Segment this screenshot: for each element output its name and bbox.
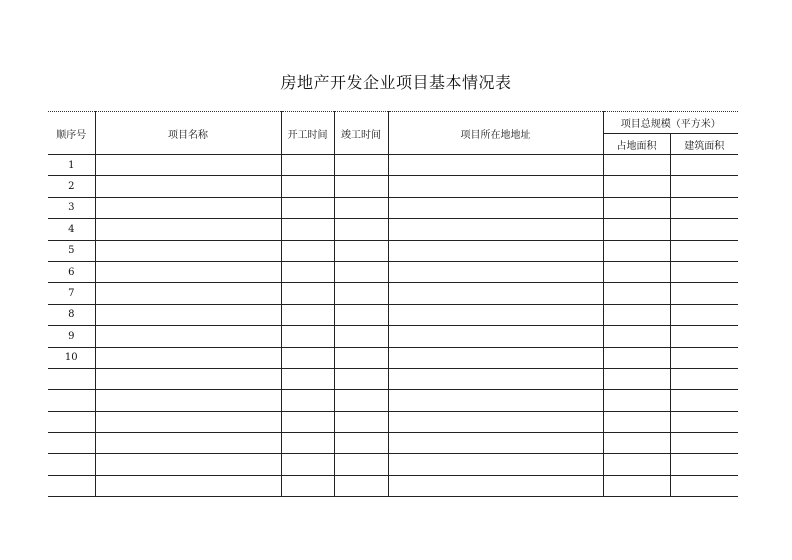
cell-address[interactable] <box>388 454 603 475</box>
table-row <box>48 390 738 411</box>
cell-land-area[interactable] <box>603 368 670 389</box>
table-row <box>48 411 738 432</box>
cell-project-name[interactable] <box>95 155 281 176</box>
cell-start-time[interactable] <box>281 240 334 261</box>
cell-land-area[interactable] <box>603 197 670 218</box>
table-row <box>48 475 738 496</box>
cell-finish-time[interactable] <box>334 390 388 411</box>
table-row <box>48 433 738 454</box>
cell-building-area[interactable] <box>670 326 738 347</box>
cell-address[interactable] <box>388 240 603 261</box>
cell-project-name[interactable] <box>95 368 281 389</box>
cell-building-area[interactable] <box>670 219 738 240</box>
cell-start-time[interactable] <box>281 155 334 176</box>
cell-land-area[interactable] <box>603 390 670 411</box>
cell-building-area[interactable] <box>670 240 738 261</box>
cell-address[interactable] <box>388 347 603 368</box>
cell-seq <box>48 390 95 411</box>
table-row <box>48 197 738 218</box>
cell-start-time[interactable] <box>281 347 334 368</box>
cell-finish-time[interactable] <box>334 197 388 218</box>
cell-land-area[interactable] <box>603 475 670 496</box>
cell-start-time[interactable] <box>281 304 334 325</box>
cell-seq: 5 <box>48 240 95 261</box>
cell-seq <box>48 475 95 496</box>
cell-building-area[interactable] <box>670 433 738 454</box>
cell-land-area[interactable] <box>603 176 670 197</box>
header-address: 项目所在地地址 <box>388 112 603 155</box>
cell-land-area[interactable] <box>603 261 670 282</box>
table-row <box>48 283 738 304</box>
header-project-name: 项目名称 <box>95 112 281 155</box>
cell-project-name[interactable] <box>95 197 281 218</box>
cell-project-name[interactable] <box>95 433 281 454</box>
cell-building-area[interactable] <box>670 390 738 411</box>
cell-building-area[interactable] <box>670 454 738 475</box>
cell-project-name[interactable] <box>95 219 281 240</box>
cell-land-area[interactable] <box>603 155 670 176</box>
cell-seq: 10 <box>48 347 95 368</box>
page-title: 房地产开发企业项目基本情况表 <box>280 73 512 92</box>
table-row <box>48 326 738 347</box>
cell-finish-time[interactable] <box>334 219 388 240</box>
cell-start-time[interactable] <box>281 219 334 240</box>
cell-finish-time[interactable] <box>334 454 388 475</box>
cell-project-name[interactable] <box>95 304 281 325</box>
table-row <box>48 261 738 282</box>
cell-building-area[interactable] <box>670 261 738 282</box>
cell-building-area[interactable] <box>670 176 738 197</box>
header-seq: 顺序号 <box>48 112 95 155</box>
cell-seq: 1 <box>48 155 95 176</box>
cell-building-area[interactable] <box>670 304 738 325</box>
cell-project-name[interactable] <box>95 475 281 496</box>
table-body <box>48 155 738 497</box>
cell-project-name[interactable] <box>95 240 281 261</box>
cell-finish-time[interactable] <box>334 368 388 389</box>
cell-seq: 3 <box>48 197 95 218</box>
cell-address[interactable] <box>388 304 603 325</box>
cell-address[interactable] <box>388 411 603 432</box>
cell-seq <box>48 411 95 432</box>
table-row <box>48 368 738 389</box>
cell-address[interactable] <box>388 261 603 282</box>
cell-land-area[interactable] <box>603 347 670 368</box>
cell-start-time[interactable] <box>281 326 334 347</box>
header-land-area: 占地面积 <box>603 134 670 155</box>
cell-finish-time[interactable] <box>334 283 388 304</box>
cell-start-time[interactable] <box>281 475 334 496</box>
cell-address[interactable] <box>388 155 603 176</box>
cell-finish-time[interactable] <box>334 326 388 347</box>
cell-building-area[interactable] <box>670 475 738 496</box>
header-building-area: 建筑面积 <box>670 134 738 155</box>
cell-start-time[interactable] <box>281 368 334 389</box>
cell-address[interactable] <box>388 197 603 218</box>
cell-land-area[interactable] <box>603 240 670 261</box>
cell-building-area[interactable] <box>670 411 738 432</box>
cell-start-time[interactable] <box>281 197 334 218</box>
cell-project-name[interactable] <box>95 454 281 475</box>
cell-seq: 4 <box>48 219 95 240</box>
cell-land-area[interactable] <box>603 219 670 240</box>
cell-land-area[interactable] <box>603 433 670 454</box>
cell-address[interactable] <box>388 368 603 389</box>
cell-land-area[interactable] <box>603 326 670 347</box>
cell-finish-time[interactable] <box>334 347 388 368</box>
cell-address[interactable] <box>388 326 603 347</box>
cell-project-name[interactable] <box>95 411 281 432</box>
cell-building-area[interactable] <box>670 155 738 176</box>
cell-seq <box>48 454 95 475</box>
cell-project-name[interactable] <box>95 326 281 347</box>
cell-project-name[interactable] <box>95 347 281 368</box>
cell-finish-time[interactable] <box>334 240 388 261</box>
cell-project-name[interactable] <box>95 176 281 197</box>
table-row <box>48 454 738 475</box>
cell-finish-time[interactable] <box>334 475 388 496</box>
cell-seq <box>48 368 95 389</box>
cell-seq: 8 <box>48 304 95 325</box>
cell-seq: 6 <box>48 261 95 282</box>
cell-building-area[interactable] <box>670 347 738 368</box>
cell-project-name[interactable] <box>95 390 281 411</box>
cell-finish-time[interactable] <box>334 155 388 176</box>
header-finish-time: 竣工时间 <box>334 112 388 155</box>
cell-finish-time[interactable] <box>334 304 388 325</box>
cell-finish-time[interactable] <box>334 261 388 282</box>
cell-address[interactable] <box>388 390 603 411</box>
cell-building-area[interactable] <box>670 197 738 218</box>
cell-start-time[interactable] <box>281 411 334 432</box>
cell-building-area[interactable] <box>670 368 738 389</box>
cell-start-time[interactable] <box>281 176 334 197</box>
cell-seq: 7 <box>48 283 95 304</box>
project-table-container <box>48 111 738 497</box>
cell-land-area[interactable] <box>603 411 670 432</box>
cell-seq: 9 <box>48 326 95 347</box>
cell-address[interactable] <box>388 283 603 304</box>
cell-start-time[interactable] <box>281 433 334 454</box>
header-start-time: 开工时间 <box>281 112 334 155</box>
table-row <box>48 347 738 368</box>
header-total-scale: 项目总规模（平方米） <box>603 112 738 134</box>
cell-seq: 2 <box>48 176 95 197</box>
cell-finish-time[interactable] <box>334 433 388 454</box>
table-row <box>48 176 738 197</box>
table-row <box>48 240 738 261</box>
table-row <box>48 219 738 240</box>
cell-start-time[interactable] <box>281 283 334 304</box>
cell-land-area[interactable] <box>603 304 670 325</box>
cell-land-area[interactable] <box>603 454 670 475</box>
cell-address[interactable] <box>388 475 603 496</box>
cell-project-name[interactable] <box>95 261 281 282</box>
cell-finish-time[interactable] <box>334 411 388 432</box>
cell-address[interactable] <box>388 219 603 240</box>
project-info-table <box>48 111 738 497</box>
cell-start-time[interactable] <box>281 454 334 475</box>
cell-start-time[interactable] <box>281 390 334 411</box>
cell-project-name[interactable] <box>95 283 281 304</box>
cell-start-time[interactable] <box>281 261 334 282</box>
cell-land-area[interactable] <box>603 283 670 304</box>
cell-finish-time[interactable] <box>334 176 388 197</box>
table-row <box>48 155 738 176</box>
cell-building-area[interactable] <box>670 283 738 304</box>
cell-address[interactable] <box>388 176 603 197</box>
table-row <box>48 304 738 325</box>
cell-address[interactable] <box>388 433 603 454</box>
header-row-top <box>48 112 738 134</box>
cell-seq <box>48 433 95 454</box>
